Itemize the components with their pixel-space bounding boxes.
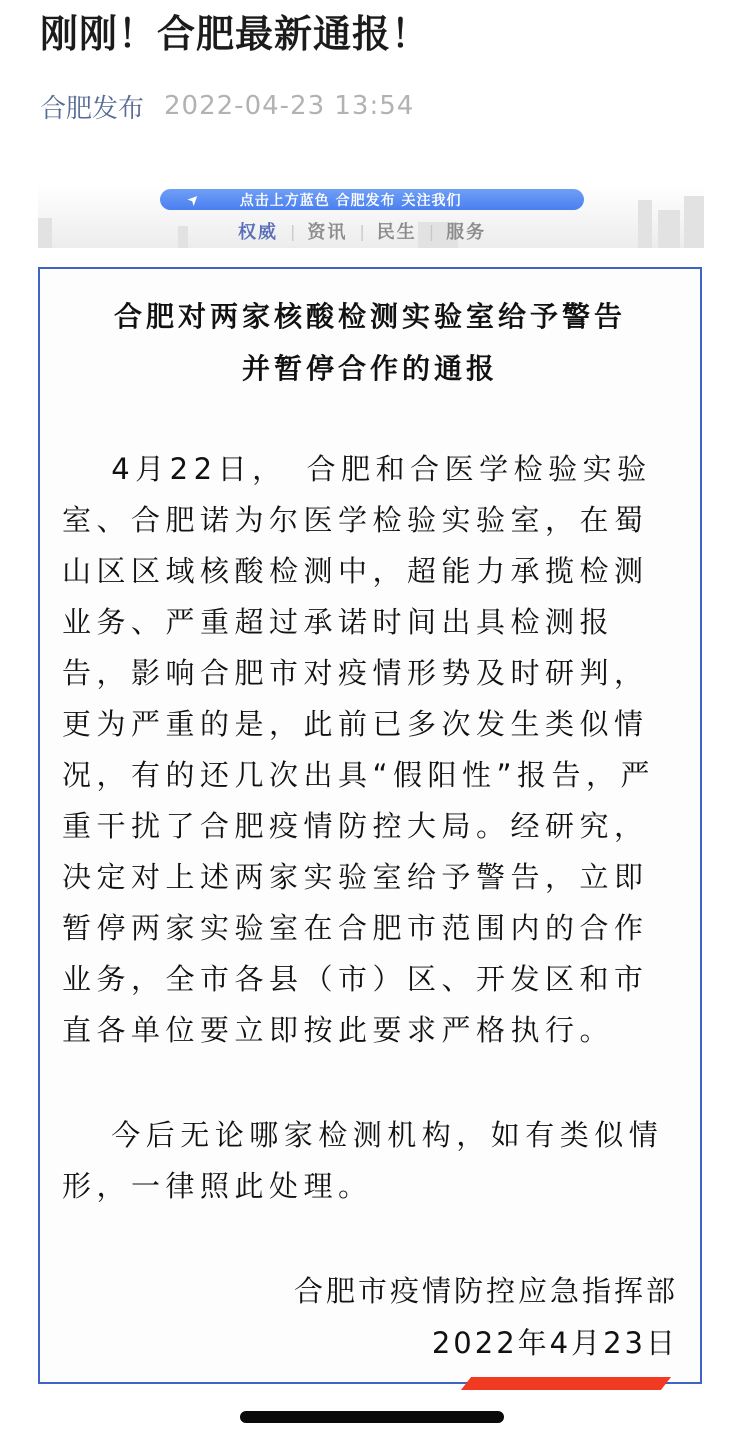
notice-body-line: 4月22日， 合肥和合医学检验实验 (62, 452, 652, 486)
notice-title-line-1: 合肥对两家核酸检测实验室给予警告 (113, 300, 626, 333)
follow-pill-text: 点击上方蓝色 合肥发布 关注我们 (239, 192, 462, 209)
banner-tag-service: 服务 (446, 222, 487, 243)
article-title: 刚刚！合肥最新通报！ (40, 12, 431, 56)
notice-body-line: 形，一律照此处理。 (62, 1169, 373, 1203)
skyline-decoration (38, 218, 52, 248)
notice-body-line: 况，有的还几次出具“假阳性”报告，严 (62, 758, 656, 792)
banner-tag-news: 资讯 (307, 222, 348, 243)
notice-date: 2022年4月23日 (431, 1326, 678, 1360)
notice-body-line: 告，影响合肥市对疫情形势及时研判， (62, 656, 649, 690)
notice-body-line: 暂停两家实验室在合肥市范围内的合作 (62, 911, 649, 945)
notice-title-line-2: 并暂停合作的通报 (241, 352, 498, 385)
notice-body-line: 室、合肥诺为尔医学检验实验室，在蜀 (62, 503, 649, 537)
home-indicator[interactable] (240, 1411, 504, 1423)
notice-body-line: 业务、严重超过承诺时间出具检测报 (62, 605, 615, 639)
follow-banner[interactable] (38, 184, 704, 248)
accent-stripe (461, 1377, 671, 1390)
notice-body-line: 业务，全市各县（市）区、开发区和市 (62, 962, 649, 996)
notice-body-line: 直各单位要立即按此要求严格执行。 (62, 1013, 615, 1047)
banner-tag-authority: 权威 (238, 222, 278, 243)
notice-body-line: 决定对上述两家实验室给予警告，立即 (62, 860, 649, 894)
skyline-decoration (658, 210, 680, 248)
notice-body-line: 山区区域核酸检测中，超能力承揽检测 (62, 554, 649, 588)
skyline-decoration (178, 226, 188, 248)
notice-body-line: 今后无论哪家检测机构，如有类似情 (62, 1118, 664, 1152)
notice-signature: 合肥市疫情防控应急指挥部 (293, 1274, 678, 1308)
article-meta (40, 86, 414, 126)
skyline-decoration (638, 200, 652, 248)
banner-tags (238, 218, 486, 244)
publish-time: 2022-04-23 13:54 (164, 91, 415, 121)
follow-pill-button[interactable] (160, 189, 584, 210)
divider: | (428, 221, 435, 241)
notice-body-line: 重干扰了合肥疫情防控大局。经研究， (62, 809, 649, 843)
skyline-decoration (684, 196, 704, 248)
account-name-link[interactable]: 合肥发布 (40, 93, 145, 124)
notice-body-line: 更为严重的是，此前已多次发生类似情 (62, 707, 649, 741)
divider: | (290, 221, 296, 241)
divider: | (359, 221, 365, 241)
banner-tag-livelihood: 民生 (376, 222, 417, 243)
cursor-arrow-icon: ➤ (184, 189, 204, 210)
notice-image[interactable] (38, 267, 702, 1384)
